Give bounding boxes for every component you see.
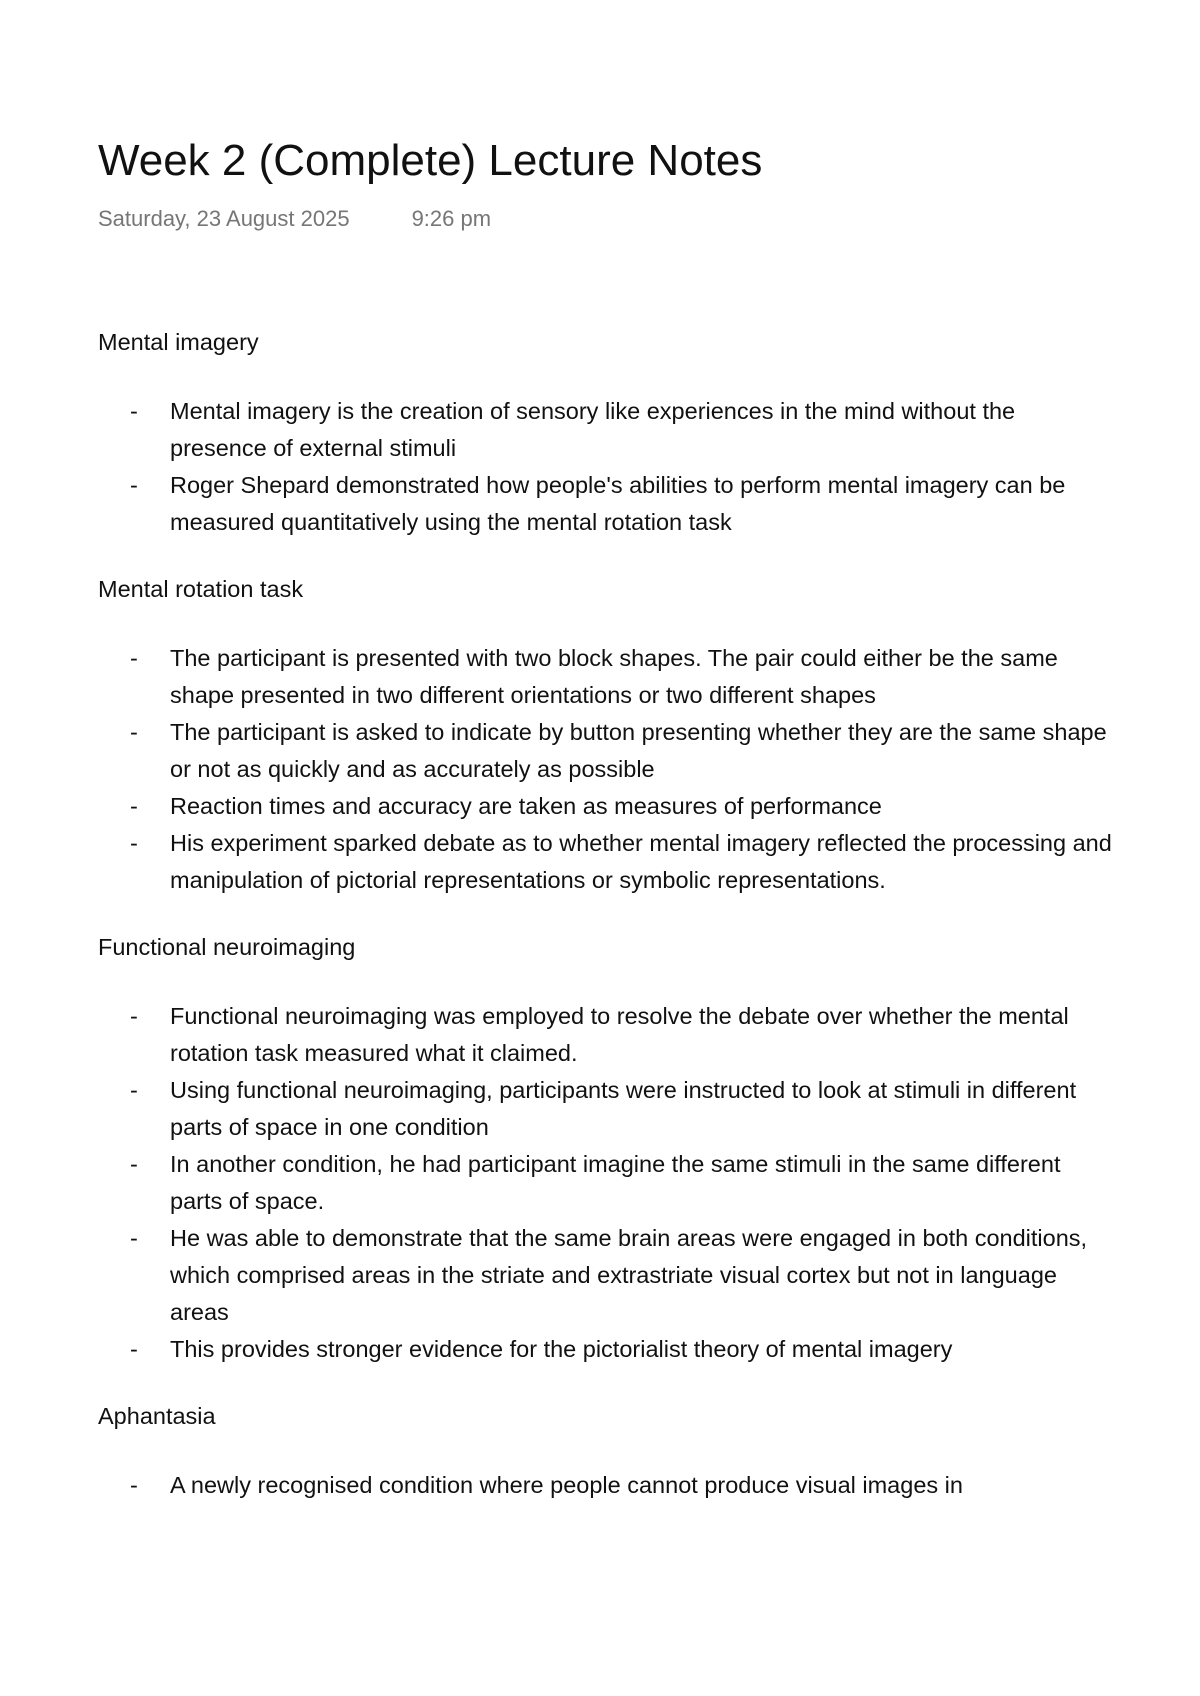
- list-item: [98, 393, 1118, 467]
- bullet-marker: -: [130, 830, 138, 856]
- list-item-text: Roger Shepard demonstrated how people's abilities to perform mental imagery can be measured quantitatively using the mental rotation task: [170, 472, 1066, 535]
- list-item: [98, 714, 1118, 788]
- list-item: [98, 640, 1118, 714]
- bullet-marker: -: [130, 398, 138, 424]
- note-date: Saturday, 23 August 2025: [98, 206, 350, 231]
- list-item-text: The participant is asked to indicate by button presenting whether they are the same shape or not as quickly and as accurately as possible: [170, 719, 1107, 782]
- bullet-list-mental-imagery: [98, 393, 1118, 541]
- bullet-marker: -: [130, 472, 138, 498]
- section-heading-mental-rotation-task: Mental rotation task: [98, 576, 304, 602]
- list-item: [98, 1220, 1118, 1331]
- page-title: Week 2 (Complete) Lecture Notes: [98, 136, 763, 185]
- note-timestamp: [98, 206, 491, 232]
- bullet-list-mental-rotation-task: [98, 640, 1118, 899]
- bullet-marker: -: [130, 793, 138, 819]
- list-item: [98, 998, 1118, 1072]
- bullet-marker: -: [130, 1151, 138, 1177]
- list-item: [98, 1146, 1118, 1220]
- list-item: [98, 467, 1118, 541]
- list-item-text: His experiment sparked debate as to whether mental imagery reflected the processing and manipulation of pictorial representations or symbolic representations.: [170, 830, 1112, 893]
- list-item: [98, 1467, 1118, 1504]
- list-item-text: He was able to demonstrate that the same brain areas were engaged in both conditions, which comprised areas in the striate and extrastriate visual cortex but not in language areas: [170, 1225, 1088, 1325]
- list-item: [98, 1331, 1118, 1368]
- bullet-marker: -: [130, 1077, 138, 1103]
- section-heading-aphantasia: Aphantasia: [98, 1403, 216, 1429]
- list-item-text: Functional neuroimaging was employed to resolve the debate over whether the mental rotation task measured what it claimed.: [170, 1003, 1069, 1066]
- bullet-marker: -: [130, 645, 138, 671]
- list-item: [98, 788, 1118, 825]
- bullet-marker: -: [130, 1225, 138, 1251]
- bullet-marker: -: [130, 1472, 138, 1498]
- section-heading-mental-imagery: Mental imagery: [98, 329, 259, 355]
- bullet-marker: -: [130, 1336, 138, 1362]
- list-item-text: Reaction times and accuracy are taken as measures of performance: [170, 793, 882, 819]
- list-item-text: Mental imagery is the creation of sensory like experiences in the mind without the presence of external stimuli: [170, 398, 1016, 461]
- list-item-text: This provides stronger evidence for the pictorialist theory of mental imagery: [170, 1336, 953, 1362]
- list-item-text: A newly recognised condition where people cannot produce visual images in: [170, 1472, 963, 1498]
- note-body: [98, 324, 1118, 1534]
- bullet-list-functional-neuroimaging: [98, 998, 1118, 1368]
- bullet-marker: -: [130, 1003, 138, 1029]
- bullet-marker: -: [130, 719, 138, 745]
- list-item-text: In another condition, he had participant imagine the same stimuli in the same different parts of space.: [170, 1151, 1061, 1214]
- section-heading-functional-neuroimaging: Functional neuroimaging: [98, 934, 356, 960]
- list-item-text: Using functional neuroimaging, participants were instructed to look at stimuli in different parts of space in one condition: [170, 1077, 1077, 1140]
- list-item: [98, 1072, 1118, 1146]
- list-item-text: The participant is presented with two block shapes. The pair could either be the same shape presented in two different orientations or two different shapes: [170, 645, 1058, 708]
- bullet-list-aphantasia: [98, 1467, 1118, 1504]
- list-item: [98, 825, 1118, 899]
- note-time: 9:26 pm: [411, 206, 492, 231]
